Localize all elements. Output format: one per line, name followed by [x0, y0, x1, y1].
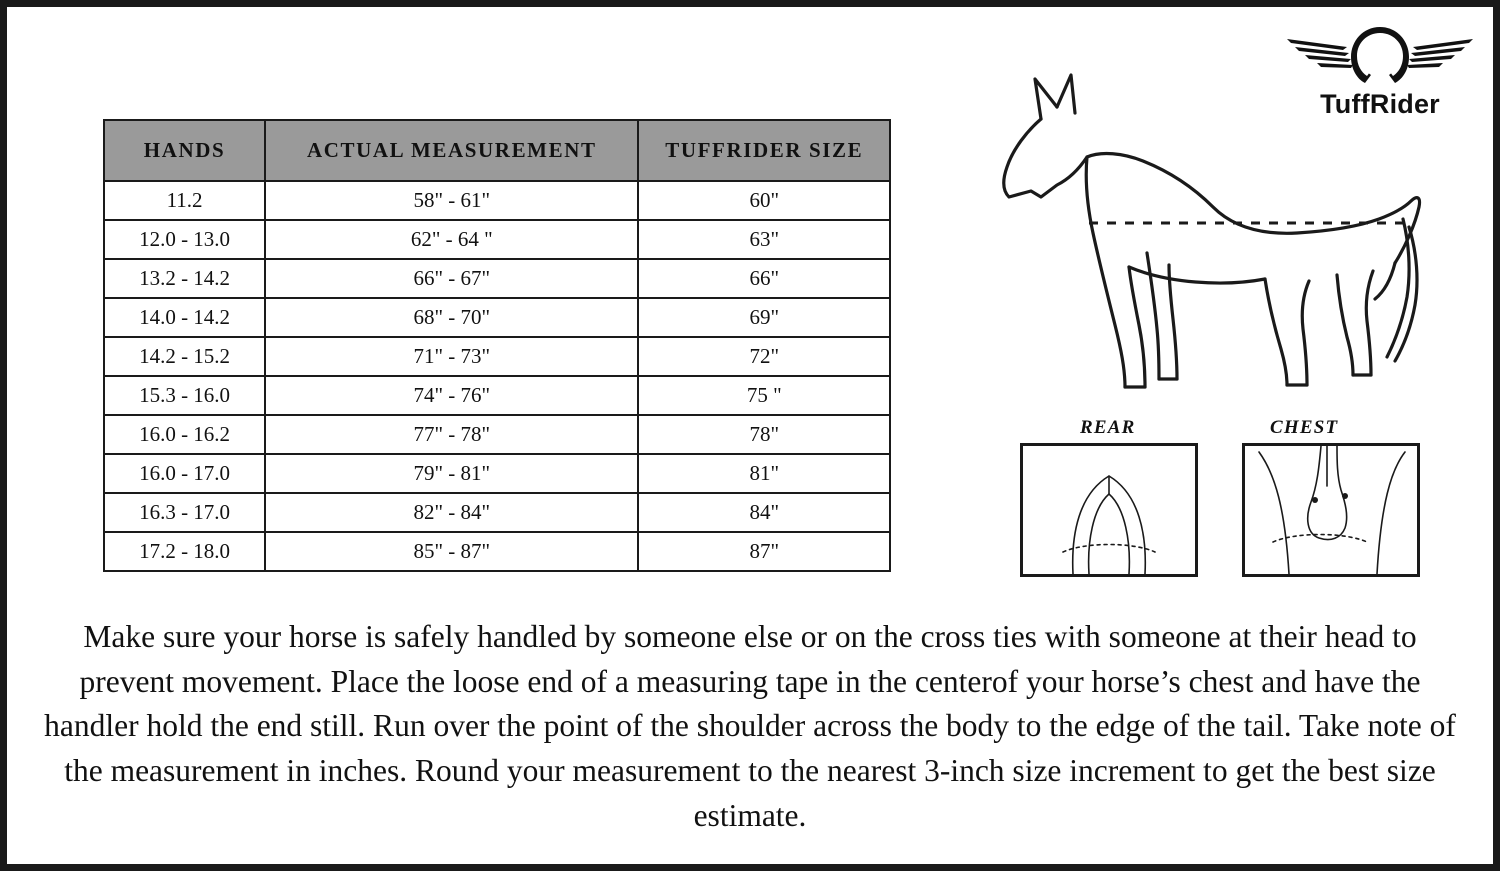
cell-size: 87" [638, 532, 890, 571]
cell-size: 72" [638, 337, 890, 376]
view-label-chest: CHEST [1270, 417, 1339, 438]
cell-hands: 16.0 - 17.0 [104, 454, 265, 493]
column-header-actual-measurement: ACTUAL MEASUREMENT [265, 120, 638, 181]
cell-actual: 68" - 70" [265, 298, 638, 337]
table-body [104, 181, 890, 571]
table-row [104, 337, 890, 376]
cell-size: 75 " [638, 376, 890, 415]
cell-actual: 58" - 61" [265, 181, 638, 220]
view-diagrams [1002, 417, 1422, 578]
column-header-hands: HANDS [104, 120, 265, 181]
measuring-instructions: Make sure your horse is safely handled by someone else or on the cross ties with someone at their head to prevent movement. Place the loose end of a measuring tape in the centerof your horse’s chest and have the handler hold the end still. Run over the point of the shoulder across the body to the edge of the tail. Take note of the measurement in inches. Round your measurement to the nearest 3-inch size increment to get the best size estimate. [44, 619, 1456, 833]
horse-rear-view-outline-icon [1020, 443, 1198, 577]
cell-hands: 17.2 - 18.0 [104, 532, 265, 571]
cell-actual: 77" - 78" [265, 415, 638, 454]
cell-size: 63" [638, 220, 890, 259]
cell-hands: 13.2 - 14.2 [104, 259, 265, 298]
cell-hands: 15.3 - 16.0 [104, 376, 265, 415]
cell-actual: 71" - 73" [265, 337, 638, 376]
cell-actual: 85" - 87" [265, 532, 638, 571]
column-header-tuffrider-size: TUFFRIDER SIZE [638, 120, 890, 181]
cell-size: 69" [638, 298, 890, 337]
brand-name: TuffRider [1320, 89, 1440, 119]
table-row [104, 298, 890, 337]
table-row [104, 220, 890, 259]
view-label-rear: REAR [1080, 417, 1136, 438]
cell-hands: 14.0 - 14.2 [104, 298, 265, 337]
table-row [104, 259, 890, 298]
table-row [104, 493, 890, 532]
cell-hands: 11.2 [104, 181, 265, 220]
cell-size: 84" [638, 493, 890, 532]
cell-size: 66" [638, 259, 890, 298]
cell-hands: 16.0 - 16.2 [104, 415, 265, 454]
cell-hands: 12.0 - 13.0 [104, 220, 265, 259]
cell-actual: 74" - 76" [265, 376, 638, 415]
cell-actual: 66" - 67" [265, 259, 638, 298]
cell-size: 60" [638, 181, 890, 220]
horse-chest-view-outline-icon [1242, 443, 1420, 577]
cell-hands: 16.3 - 17.0 [104, 493, 265, 532]
cell-hands: 14.2 - 15.2 [104, 337, 265, 376]
horse-side-profile-outline-icon [997, 57, 1427, 422]
cell-size: 78" [638, 415, 890, 454]
horse-diagram [997, 47, 1427, 592]
table-row [104, 454, 890, 493]
size-table [103, 119, 891, 572]
cell-actual: 82" - 84" [265, 493, 638, 532]
table-row [104, 181, 890, 220]
size-table-wrapper [103, 119, 891, 572]
table-row [104, 376, 890, 415]
table-row [104, 532, 890, 571]
cell-size: 81" [638, 454, 890, 493]
table-header-row [104, 120, 890, 181]
table-row [104, 415, 890, 454]
cell-actual: 79" - 81" [265, 454, 638, 493]
cell-actual: 62" - 64 " [265, 220, 638, 259]
